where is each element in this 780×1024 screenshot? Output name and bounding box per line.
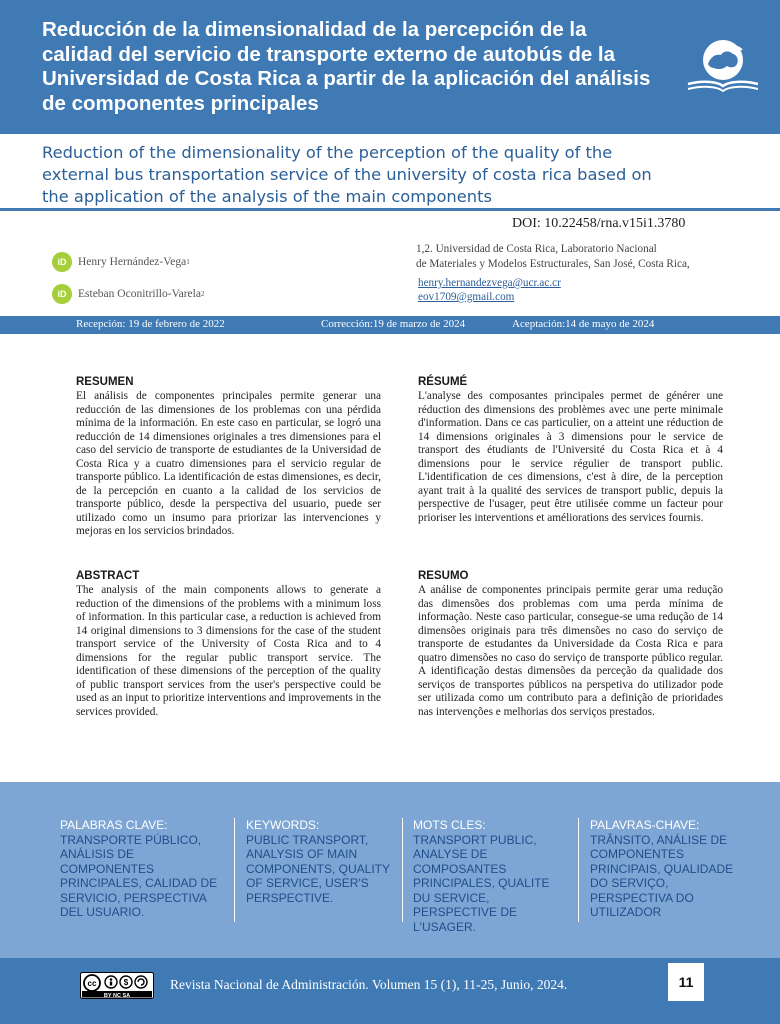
orcid-icon[interactable]: iD (52, 252, 72, 272)
orcid-icon[interactable]: iD (52, 284, 72, 304)
keywords-value: TRANSPORTE PÚBLICO, ANÁLISIS DE COMPONENTES PRINCIPALES, CALIDAD DE SERVICIO, PERSPECTIVA DEL USUARIO. (60, 832, 218, 919)
svg-text:cc: cc (87, 979, 97, 988)
journal-logo-icon (680, 38, 766, 96)
resume-section (418, 376, 723, 525)
dates-band (0, 316, 780, 334)
keywords-label: MOTS CLES: (413, 818, 486, 832)
author-affiliation-mark: 2 (200, 290, 205, 298)
resumen-section (76, 376, 381, 539)
received-date: Recepción: 19 de febrero de 2022 (76, 318, 225, 330)
author-affiliation-mark: 1 (186, 258, 190, 266)
keywords-french (413, 818, 565, 934)
resumo-heading: RESUMO (418, 570, 469, 582)
keywords-value: PUBLIC TRANSPORT, ANALYSIS OF MAIN COMPONENTS, QUALITY OF SERVICE, USER'S PERSPECTIVE. (246, 832, 390, 905)
cc-by-nc-sa-icon[interactable] (80, 972, 154, 999)
page-number: 11 (668, 963, 704, 1001)
keywords-portuguese (590, 818, 750, 920)
svg-text:$: $ (123, 978, 129, 987)
title-english: Reduction of the dimensionality of the perception of the quality of the external bus transportation service of the university of costa rica based on the application of the analysis of the main components (42, 143, 652, 206)
doi[interactable]: DOI: 10.22458/rna.v15i1.3780 (512, 216, 686, 231)
keywords-value: TRANSPORT PUBLIC, ANALYSE DE COMPOSANTES PRINCIPALES, QUALITE DU SERVICE, PERSPECTIVE DE L'USAGER. (413, 832, 550, 934)
keywords-spanish (60, 818, 226, 920)
title-spanish: Reducción de la dimensionalidad de la percepción de la calidad del servicio de transporte externo de autobús de la Universidad de Costa Rica a partir de la aplicación del análisis de componentes principales (42, 18, 651, 115)
keywords-label: KEYWORDS: (246, 818, 320, 832)
resumo-section (418, 570, 723, 719)
abstract-section (76, 570, 381, 719)
keywords-divider (578, 818, 579, 922)
keywords-label: PALAVRAS-CHAVE: (590, 818, 700, 832)
author-name: Henry Hernández-Vega (78, 256, 187, 268)
resumen-heading: RESUMEN (76, 376, 134, 388)
keywords-value: TRÂNSITO, ANÁLISE DE COMPONENTES PRINCIPAIS, QUALIDADE DO SERVIÇO, PERSPECTIVA DO UTILIZADOR (590, 832, 734, 919)
corrected-date: Corrección:19 de marzo de 2024 (321, 318, 466, 330)
title-divider (0, 208, 780, 211)
resumen-text: El análisis de componentes principales permite generar una reducción de las dimensiones de los problemas con una pérdida mínima de la información. En este caso en particular, se logró una reducción de 14 dimensiones originales a tres dimensiones para el caso del servicio de transporte de estudiantes de la Universidad de Costa Rica y a cuatro dimensiones para el servicio regular de transporte público. La identificación de estas dimensiones, es decir, de la percepción en cuanto a la calidad de los servicios de transporte público, desde la perspectiva del usuario, puede ser utilizado como un insumo para priorizar las intervenciones y mejoras en los servicios brindados. (76, 390, 381, 537)
affiliation-line-2: de Materiales y Modelos Estructurales, San José, Costa Rica, (416, 257, 690, 270)
journal-citation: Revista Nacional de Administración. Volumen 15 (1), 11-25, Junio, 2024. (170, 977, 568, 992)
keywords-english (246, 818, 396, 905)
license-label: BY NC SA (103, 993, 131, 999)
resume-heading: RÉSUMÉ (418, 376, 468, 388)
author-name: Esteban Oconitrillo-Varela (78, 288, 201, 300)
keywords-divider (234, 818, 235, 922)
author-1 (52, 252, 190, 272)
keywords-label: PALABRAS CLAVE: (60, 818, 168, 832)
keywords-divider (402, 818, 403, 922)
accepted-date: Aceptación:14 de mayo de 2024 (512, 318, 655, 330)
resume-text: L'analyse des composantes principales permet de générer une réduction des dimensions des problèmes avec une perte minimale d'information. Dans ce cas particulier, on a atteint une réduction de 14 dimensions originales à 3 dimensions pour le service de transport des étudiants de l'Université du Costa Rica et à 4 dimensions pour le service régulier de transport public. L'identification de ces dimensions, c'est à dire, de la perception ayant trait à la qualité des services de transport public, depuis la perspective de l'usager, peut être utilisée comme un facteur pour prioriser les interventions et améliorations des services fournis. (418, 390, 723, 524)
email-link-1[interactable]: henry.hernandezvega@ucr.ac.cr (418, 277, 561, 289)
abstract-heading: ABSTRACT (76, 570, 140, 582)
affiliation (416, 242, 746, 271)
email-link-2[interactable]: eov1709@gmail.com (418, 291, 515, 303)
author-2 (52, 284, 204, 304)
resumo-text: A análise de componentes principais permite gerar uma redução das dimensões dos problemas com uma perda mínima de informação. Neste caso particular, consegue-se uma redução de 14 dimensões originais para três dimensões no caso do serviço de transporte de estudantes da Universidade da Costa Rica e para quatro dimensões no caso do serviço de transporte público regular. A identificação destas dimensões da perceção da qualidade dos serviços de transportes públicos na perspetiva do utilizador pode ser utilizada como um contributo para a definição de prioridades nas intervenções e melhorias dos serviços prestados. (418, 584, 723, 718)
affiliation-line-1: 1,2. Universidad de Costa Rica, Laboratorio Nacional (416, 243, 657, 255)
abstract-text: The analysis of the main components allows to generate a reduction of the dimensions of the problems with a minimum loss of information. In this particular case, a reduction is achieved from 14 original dimensions to 3 dimensions for the case of the student transport service of the University of Costa Rica and to 4 dimensions for the regular public transport service. The identification of these dimensions of the perception of the quality of public transport services from the user's perspective could be used as an input to prioritize interventions and improvements in the services provided. (76, 584, 381, 718)
